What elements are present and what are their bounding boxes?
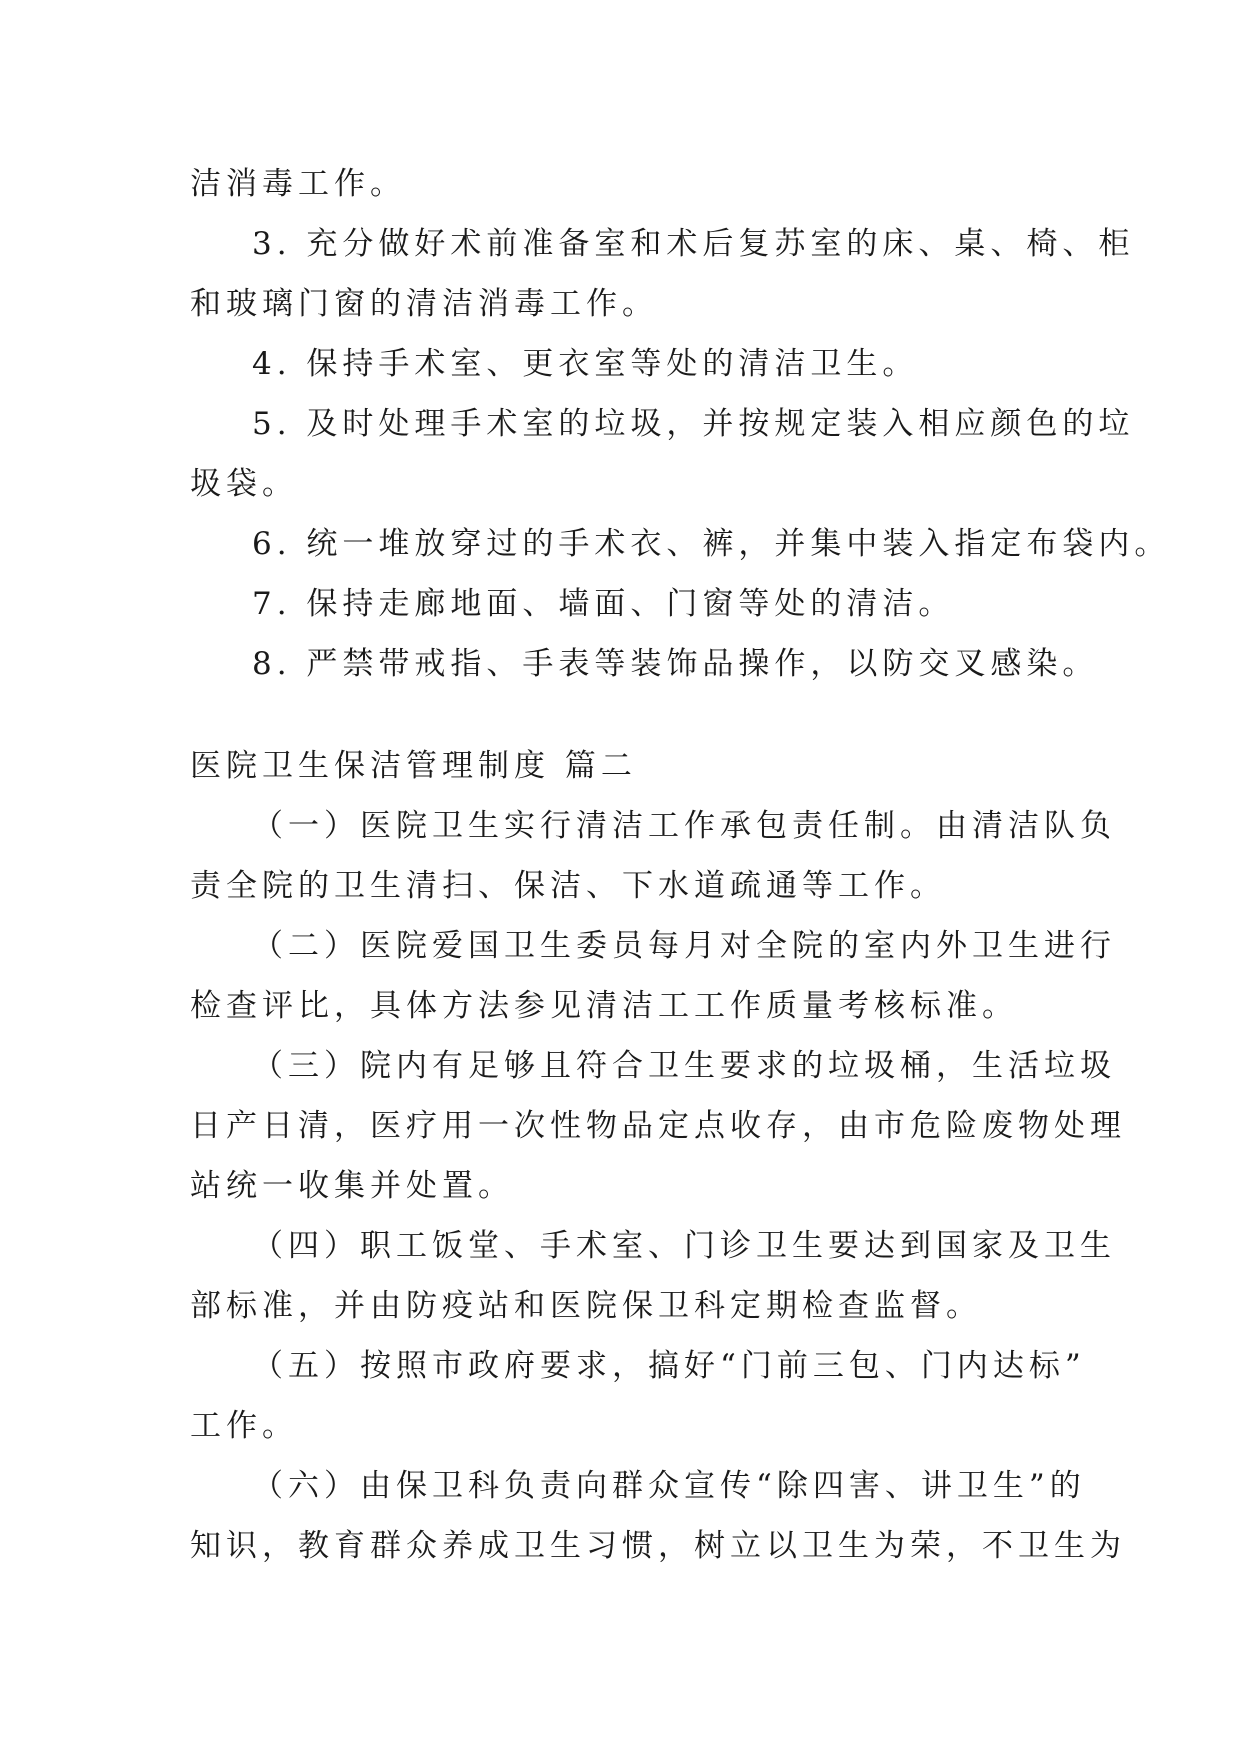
list-item-3-line-2: 和玻璃门窗的清洁消毒工作。	[190, 286, 658, 322]
list-item-4: 4. 保持手术室、更衣室等处的清洁卫生。	[252, 346, 919, 382]
paragraph-2-line-2: 检查评比，具体方法参见清洁工工作质量考核标准。	[190, 988, 1018, 1024]
list-item-3-line-1: 3. 充分做好术前准备室和术后复苏室的床、桌、椅、柜	[252, 226, 1135, 262]
paragraph-1-line-2: 责全院的卫生清扫、保洁、下水道疏通等工作。	[190, 868, 946, 904]
paragraph-6-line-2: 知识，教育群众养成卫生习惯，树立以卫生为荣，不卫生为	[190, 1528, 1126, 1564]
paragraph-3-line-1: （三）院内有足够且符合卫生要求的垃圾桶，生活垃圾	[252, 1048, 1116, 1084]
section-heading: 医院卫生保洁管理制度 篇二	[190, 748, 637, 784]
list-item-7: 7. 保持走廊地面、墙面、门窗等处的清洁。	[252, 586, 955, 622]
list-item-5-line-2: 圾袋。	[190, 466, 298, 502]
paragraph-6-line-1: （六）由保卫科负责向群众宣传“除四害、讲卫生”的	[252, 1468, 1086, 1504]
paragraph-4-line-2: 部标准，并由防疫站和医院保卫科定期检查监督。	[190, 1288, 982, 1324]
list-item-6: 6. 统一堆放穿过的手术衣、裤，并集中装入指定布袋内。	[252, 526, 1171, 562]
paragraph-1-line-1: （一）医院卫生实行清洁工作承包责任制。由清洁队负	[252, 808, 1116, 844]
paragraph-5-line-1: （五）按照市政府要求，搞好“门前三包、门内达标”	[252, 1348, 1086, 1384]
paragraph-4-line-1: （四）职工饭堂、手术室、门诊卫生要达到国家及卫生	[252, 1228, 1116, 1264]
paragraph-3-line-3: 站统一收集并处置。	[190, 1168, 514, 1204]
list-item-8: 8. 严禁带戒指、手表等装饰品操作，以防交叉感染。	[252, 646, 1099, 682]
paragraph-2-line-1: （二）医院爱国卫生委员每月对全院的室内外卫生进行	[252, 928, 1116, 964]
paragraph-3-line-2: 日产日清，医疗用一次性物品定点收存，由市危险废物处理	[190, 1108, 1126, 1144]
paragraph-5-line-2: 工作。	[190, 1408, 298, 1444]
paragraph-line: 洁消毒工作。	[190, 166, 406, 202]
list-item-5-line-1: 5. 及时处理手术室的垃圾，并按规定装入相应颜色的垃	[252, 406, 1135, 442]
